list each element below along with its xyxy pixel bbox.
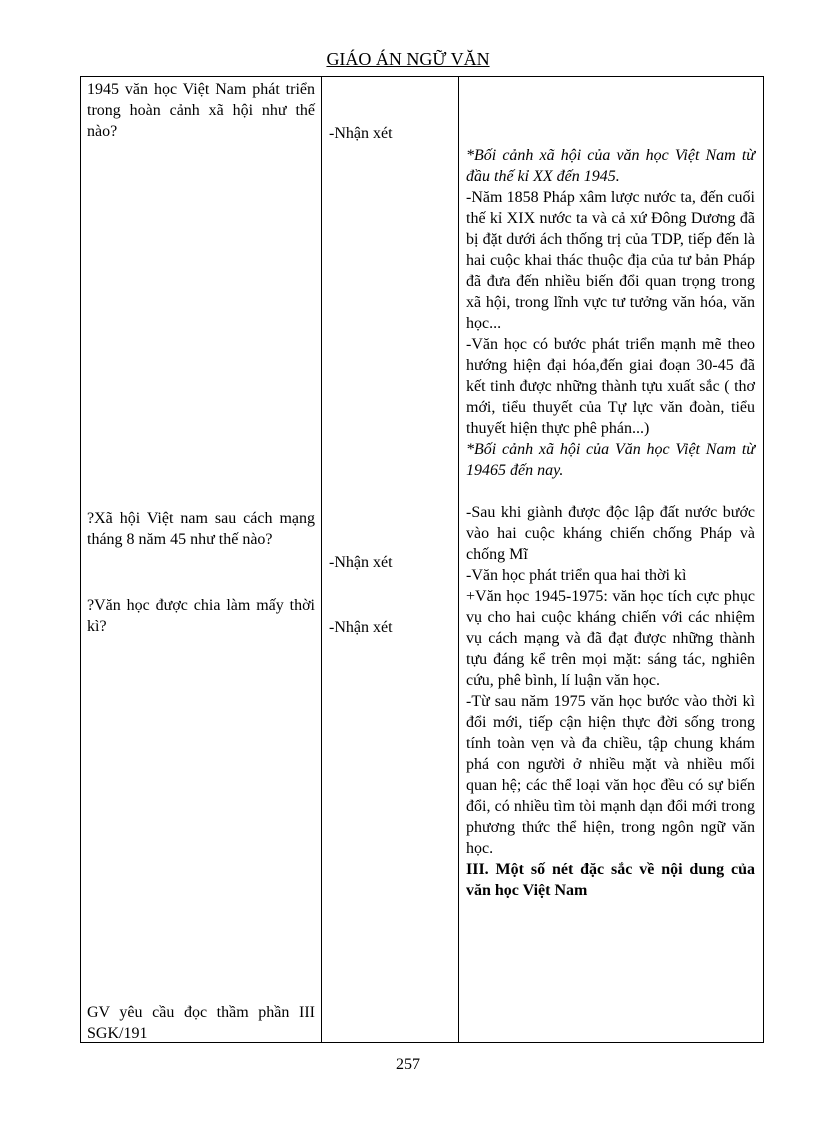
page-header-title: GIÁO ÁN NGỮ VĂN <box>326 49 490 69</box>
table-row <box>81 77 764 1043</box>
student-response-2: -Nhận xét <box>329 554 393 571</box>
content-block <box>466 145 755 901</box>
paragraph-french-colonization: -Năm 1858 Pháp xâm lược nước ta, đến cuối thế kỉ XIX nước ta và cả xứ Đông Dương đã bị đặt dưới ách thống trị của TDP, tiếp đến là hai cuộc khai thác thuộc địa của tư bản Pháp đã đưa đến nhiều biến đổi quan trọng trong xã hội, trong lĩnh vực tư tưởng văn hóa, văn học... <box>466 189 755 332</box>
spacer <box>466 481 755 502</box>
section-heading-context-1900-1945: *Bối cảnh xã hội của văn học Việt Nam từ đầu thế kỉ XX đến 1945. <box>466 147 755 185</box>
paragraph-independence-wars: -Sau khi giành được độc lập đất nước bước vào hai cuộc kháng chiến chống Pháp và chống Mĩ <box>466 504 755 563</box>
paragraph-1945-1975: +Văn học 1945-1975: văn học tích cực phục vụ cho hai cuộc kháng chiến với các nhiệm vụ cách mạng và đã đạt được những thành tựu đáng kể trên mọi mặt: sáng tác, nghiên cứu, phê bình, lí luận văn học. <box>466 588 755 689</box>
student-response-3: -Nhận xét <box>329 619 393 636</box>
instruction-read-section-iii: GV yêu cầu đọc thầm phần III SGK/191 <box>87 1004 315 1042</box>
page-number: 257 <box>396 1056 420 1073</box>
question-literature-periods: ?Văn học được chia làm mấy thời kì? <box>87 597 315 635</box>
teacher-questions-column <box>81 77 322 1043</box>
paragraph-after-1975: -Từ sau năm 1975 văn học bước vào thời kì đổi mới, tiếp cận hiện thực đời sống trong tính toàn vẹn và đa chiều, tập chung khám phá con người ở nhiều mặt và nhiều mối quan hệ; các thể loại văn học đều có sự biến đổi, có nhiều tìm tòi mạnh dạn đổi mới trong phương thức thể hiện, trong ngôn ngữ văn học. <box>466 693 755 857</box>
section-heading-iii: III. Một số nét đặc sắc về nội dung của văn học Việt Nam <box>466 861 755 899</box>
section-heading-context-1945-present: *Bối cảnh xã hội của Văn học Việt Nam từ 19465 đến nay. <box>466 441 755 479</box>
paragraph-two-periods: -Văn học phát triển qua hai thời kì <box>466 567 687 584</box>
paragraph-literature-modernization: -Văn học có bước phát triển mạnh mẽ theo hướng hiện đại hóa,đến giai đoạn 30-45 đã kết tinh được những thành tựu xuất sắc ( thơ mới, tiểu thuyết của Tự lực văn đoàn, tiểu thuyết hiện thực phê phán...) <box>466 336 755 437</box>
lesson-table <box>80 76 764 1043</box>
student-activity-column <box>322 77 459 1043</box>
content-column <box>459 77 764 1043</box>
question-society-after-revolution: ?Xã hội Việt nam sau cách mạng tháng 8 năm 45 như thế nào? <box>87 510 315 548</box>
student-response-1: -Nhận xét <box>329 125 393 142</box>
question-context-1945: 1945 văn học Việt Nam phát triển trong hoàn cảnh xã hội như thế nào? <box>87 81 315 140</box>
